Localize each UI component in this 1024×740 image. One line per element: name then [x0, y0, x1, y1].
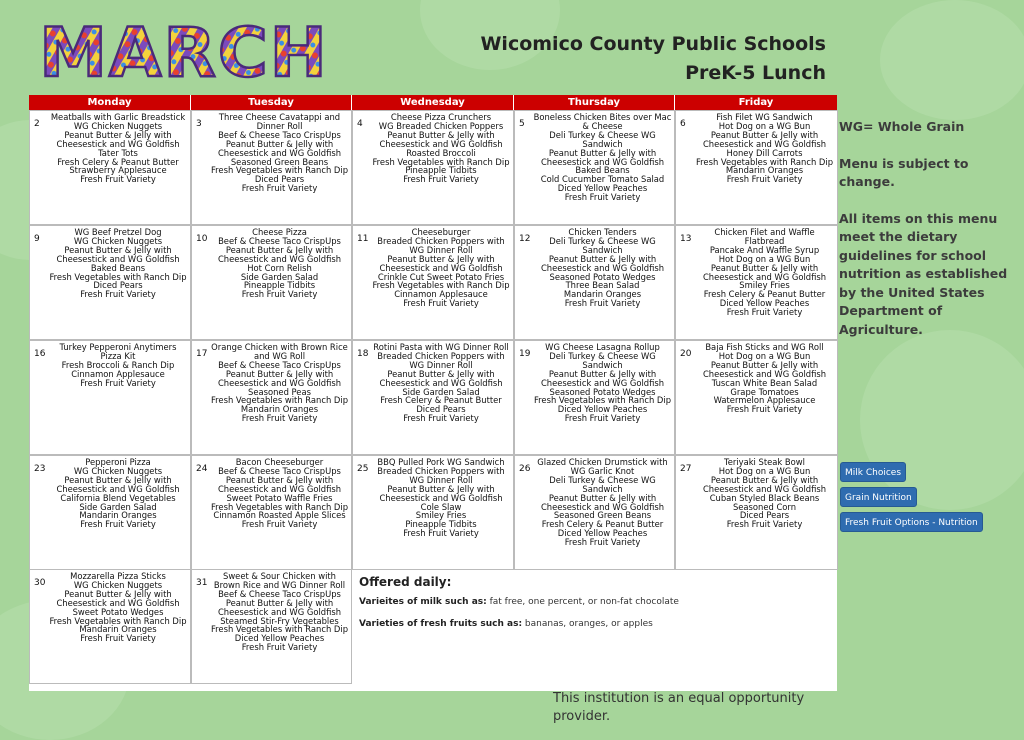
- menu-items: [371, 113, 511, 184]
- menu-item: Diced Yellow Peaches: [557, 528, 648, 539]
- menu-items: [210, 458, 349, 529]
- day-number: 9: [34, 234, 40, 244]
- menu-items: [371, 458, 511, 538]
- menu-item: Boneless Chicken Bites over Mac & Cheese: [533, 112, 672, 131]
- menu-item: Peanut Butter & Jelly with Cheesestick and WG Goldfish: [217, 597, 342, 617]
- menu-item: Peanut Butter & Jelly with Cheesestick and WG Goldfish: [379, 483, 503, 503]
- menu-item: Watermelon Applesauce: [713, 395, 816, 406]
- day-cell: [191, 455, 352, 570]
- offered-daily-box: [351, 569, 837, 691]
- grain-nutrition-button[interactable]: Grain Nutrition: [840, 487, 917, 507]
- day-cell: [352, 225, 514, 340]
- menu-item: Seasoned Green Beans: [553, 510, 652, 521]
- menu-item: Beef & Cheese Taco CrispUps: [218, 588, 341, 599]
- menu-item: Fresh Fruit Variety: [80, 633, 156, 644]
- menu-item: Mandarin Oranges: [240, 404, 319, 415]
- menu-item: Peanut Butter & Jelly with Cheesestick and WG Goldfish: [702, 129, 827, 149]
- day-number: 17: [196, 349, 208, 359]
- day-number: 3: [196, 119, 202, 129]
- menu-item: Chicken Tenders: [568, 227, 637, 237]
- menu-item: Mandarin Oranges: [725, 165, 804, 176]
- menu-item: Peanut Butter & Jelly with Cheesestick and WG Goldfish: [56, 129, 180, 149]
- menu-item: Fresh Vegetables with Ranch Dip: [210, 624, 349, 635]
- menu-item: Fresh Vegetables with Ranch Dip: [210, 501, 349, 512]
- day-number: 23: [34, 464, 46, 474]
- menu-item: Fresh Fruit Variety: [403, 413, 479, 424]
- menu-item: Peanut Butter & Jelly with Cheesestick and WG Goldfish: [540, 253, 665, 273]
- menu-item: Cinnamon Applesauce: [71, 368, 165, 379]
- menu-item: Hot Dog on a WG Bun: [718, 253, 811, 264]
- menu-item: Fresh Fruit Variety: [80, 174, 156, 185]
- day-cell: [29, 340, 191, 455]
- menu-item: Fresh Celery & Peanut Butter: [57, 156, 179, 167]
- day-cell: [29, 110, 191, 225]
- menu-item: Pineapple Tidbits: [405, 519, 477, 530]
- day-number: 30: [34, 578, 46, 588]
- day-header-thursday: Thursday: [514, 95, 674, 110]
- day-cell: [191, 340, 352, 455]
- menu-item: Pineapple Tidbits: [405, 165, 477, 176]
- menu-item: Fresh Fruit Variety: [80, 289, 156, 300]
- day-number: 2: [34, 119, 40, 129]
- day-number: 12: [519, 234, 531, 244]
- menu-item: Peanut Butter & Jelly with Cheesestick and WG Goldfish: [217, 244, 342, 264]
- menu-item: Deli Turkey & Cheese WG Sandwich: [549, 129, 656, 149]
- day-number: 31: [196, 578, 208, 588]
- day-cell: [29, 455, 191, 570]
- menu-item: Cuban Styled Black Beans: [709, 492, 820, 503]
- equal-opportunity-statement: This institution is an equal opportunity provider.: [553, 691, 805, 724]
- menu-item: Three Cheese Cavatappi and Dinner Roll: [218, 112, 341, 131]
- menu-item: Sweet & Sour Chicken with Brown Rice and WG Dinner Roll: [213, 571, 346, 590]
- menu-item: Diced Yellow Peaches: [557, 404, 648, 415]
- menu-item: Beef & Cheese Taco CrispUps: [218, 235, 341, 246]
- menu-item: Hot Corn Relish: [247, 262, 312, 273]
- logo-text: MARCH: [39, 18, 329, 84]
- menu-item: Baked Beans: [90, 262, 146, 273]
- fruit-offer: [359, 617, 829, 631]
- milk-offer: [359, 595, 829, 609]
- menu-item: Orange Chicken with Brown Rice and WG Roll: [211, 342, 348, 361]
- menu-item: Rotini Pasta with WG Dinner Roll: [373, 342, 509, 352]
- menu-item: Hot Dog on a WG Bun: [718, 465, 811, 476]
- menu-item: Seasoned Peas: [248, 386, 311, 397]
- menu-items: [48, 228, 188, 299]
- menu-item: Breaded Chicken Poppers with WG Dinner Roll: [377, 465, 505, 485]
- day-cell: [675, 340, 838, 455]
- menu-item: Fresh Vegetables with Ranch Dip: [695, 156, 834, 167]
- menu-item: Seasoned Corn: [732, 501, 797, 512]
- day-cell: [675, 225, 838, 340]
- menu-item: Seasoned Potato Wedges: [549, 386, 656, 397]
- menu-items: [371, 228, 511, 308]
- menu-item: Mandarin Oranges: [563, 289, 642, 300]
- menu-item: Peanut Butter & Jelly with Cheesestick and WG Goldfish: [540, 368, 665, 388]
- menu-item: Glazed Chicken Drumstick with WG Garlic Knot: [537, 457, 668, 476]
- menu-item: Fresh Fruit Variety: [403, 298, 479, 309]
- day-number: 25: [357, 464, 369, 474]
- menu-item: Honey Dill Carrots: [726, 147, 803, 158]
- menu-item: Fresh Celery & Peanut Butter: [541, 519, 664, 530]
- menu-item: Diced Pears: [93, 280, 143, 291]
- menu-item: Fresh Fruit Variety: [403, 528, 479, 539]
- menu-item: WG Chicken Nuggets: [73, 465, 163, 476]
- menu-item: Pineapple Tidbits: [243, 280, 316, 291]
- menu-item: Side Garden Salad: [79, 501, 157, 512]
- menu-item: Fresh Fruit Variety: [726, 307, 803, 318]
- day-cell: [191, 110, 352, 225]
- menu-item: Breaded Chicken Poppers with WG Dinner Roll: [377, 235, 505, 255]
- menu-item: California Blend Vegetables: [60, 492, 176, 503]
- menu-item: Fresh Vegetables with Ranch Dip: [533, 395, 672, 406]
- menu-item: Peanut Butter & Jelly with Cheesestick and WG Goldfish: [56, 588, 180, 608]
- school-header: [480, 30, 826, 88]
- menu-item: Diced Pears: [254, 174, 305, 185]
- milk-choices-button[interactable]: Milk Choices: [840, 462, 906, 482]
- menu-item: Peanut Butter & Jelly with Cheesestick and WG Goldfish: [217, 138, 342, 158]
- menu-item: Teriyaki Steak Bowl: [724, 457, 805, 467]
- menu-item: Cold Cucumber Tomato Salad: [540, 174, 665, 185]
- day-header-monday: Monday: [29, 95, 190, 110]
- menu-item: WG Chicken Nuggets: [73, 235, 163, 246]
- menu-item: Cinnamon Applesauce: [394, 289, 488, 300]
- day-number: 6: [680, 119, 686, 129]
- menu-item: Beef & Cheese Taco CrispUps: [218, 465, 341, 476]
- menu-items: [210, 228, 349, 299]
- school-name: Wicomico County Public Schools: [480, 33, 826, 55]
- menu-item: Peanut Butter & Jelly with Cheesestick and WG Goldfish: [540, 147, 665, 167]
- menu-item: Fresh Fruit Variety: [726, 404, 803, 415]
- menu-items: [694, 458, 835, 529]
- menu-item: Cheeseburger: [411, 227, 471, 237]
- menu-item: Fresh Fruit Variety: [80, 377, 156, 388]
- menu-item: Beef & Cheese Taco CrispUps: [218, 359, 341, 370]
- menu-item: Cheese Pizza Crunchers: [390, 112, 492, 122]
- menu-item: Hot Dog on a WG Bun: [718, 120, 811, 131]
- lunch-calendar: [29, 95, 837, 691]
- day-number: 27: [680, 464, 692, 474]
- milk-offer-text: fat free, one percent, or non-fat chocolate: [486, 597, 679, 607]
- menu-item: Fresh Vegetables with Ranch Dip: [372, 280, 510, 291]
- day-cell: [191, 225, 352, 340]
- menu-item: Fresh Vegetables with Ranch Dip: [210, 395, 349, 406]
- menu-items: [694, 228, 835, 317]
- menu-item: Fresh Vegetables with Ranch Dip: [49, 615, 187, 626]
- day-cell: [352, 110, 514, 225]
- menu-item: Fresh Fruit Variety: [403, 174, 479, 185]
- menu-item: Grape Tomatoes: [730, 386, 799, 397]
- menu-items: [210, 113, 349, 193]
- menu-item: Diced Yellow Peaches: [234, 633, 325, 644]
- menu-item: Deli Turkey & Cheese WG Sandwich: [549, 350, 656, 370]
- fresh-fruit-nutrition-button[interactable]: Fresh Fruit Options - Nutrition: [840, 512, 983, 532]
- menu-item: Peanut Butter & Jelly with Cheesestick and WG Goldfish: [56, 244, 180, 264]
- menu-item: Sweet Potato Waffle Fries: [226, 492, 333, 503]
- offered-title: Offered daily:: [359, 575, 452, 589]
- menu-item: Chicken Filet and Waffle Flatbread: [714, 227, 815, 246]
- sidebar-notes: [839, 118, 1009, 357]
- day-number: 10: [196, 234, 208, 244]
- menu-item: BBQ Pulled Pork WG Sandwich: [377, 457, 505, 467]
- day-number: 26: [519, 464, 531, 474]
- menu-item: Peanut Butter & Jelly with Cheesestick and WG Goldfish: [379, 129, 503, 149]
- menu-items: [533, 113, 672, 202]
- day-number: 24: [196, 464, 208, 474]
- fruit-offer-label: Varieties of fresh fruits such as:: [359, 619, 523, 629]
- day-number: 4: [357, 119, 363, 129]
- menu-item: WG Chicken Nuggets: [73, 120, 163, 131]
- menu-item: Baja Fish Sticks and WG Roll: [705, 342, 824, 352]
- menu-item: Tuscan White Bean Salad: [711, 377, 818, 388]
- menu-item: Steamed Stir-Fry Vegetables: [220, 615, 339, 626]
- day-number: 16: [34, 349, 46, 359]
- menu-item: Sweet Potato Wedges: [72, 606, 164, 617]
- day-number: 19: [519, 349, 531, 359]
- day-cell: [514, 455, 675, 570]
- menu-item: Bacon Cheeseburger: [235, 457, 324, 467]
- day-cell: [514, 225, 675, 340]
- day-number: 18: [357, 349, 369, 359]
- background-clover: [880, 0, 1024, 120]
- menu-items: [371, 343, 511, 423]
- menu-item: Deli Turkey & Cheese WG Sandwich: [549, 235, 656, 255]
- menu-item: Peanut Butter & Jelly with Cheesestick and WG Goldfish: [379, 368, 503, 388]
- menu-item: Smiley Fries: [739, 280, 790, 291]
- menu-items: [210, 343, 349, 423]
- menu-item: Peanut Butter & Jelly with Cheesestick and WG Goldfish: [702, 359, 827, 379]
- menu-items: [533, 458, 672, 547]
- menu-item: Fresh Fruit Variety: [726, 519, 803, 530]
- menu-item: Peanut Butter & Jelly with Cheesestick and WG Goldfish: [702, 474, 827, 494]
- menu-item: Seasoned Potato Wedges: [549, 271, 656, 282]
- change-note: Menu is subject to change.: [839, 155, 969, 189]
- menu-item: Fresh Fruit Variety: [726, 174, 803, 185]
- menu-item: Diced Pears: [739, 510, 790, 521]
- day-cell: [352, 455, 514, 570]
- menu-item: Mozzarella Pizza Sticks: [70, 571, 166, 581]
- menu-item: WG Breaded Chicken Poppers: [378, 120, 504, 131]
- day-number: 20: [680, 349, 692, 359]
- menu-item: Baked Beans: [575, 165, 630, 176]
- menu-item: WG Cheese Lasagna Rollup: [545, 342, 660, 352]
- menu-item: Fresh Vegetables with Ranch Dip: [49, 271, 187, 282]
- guidelines-note: All items on this menu meet the dietary guidelines for school nutrition as established by the United States Department of Agriculture.: [839, 210, 1008, 337]
- day-cell: [29, 569, 191, 684]
- menu-items: [694, 343, 835, 414]
- menu-items: [48, 572, 188, 643]
- menu-item: Three Bean Salad: [565, 280, 640, 291]
- menu-item: Fresh Fruit Variety: [564, 413, 641, 424]
- menu-item: Pancake And Waffle Syrup: [709, 244, 820, 255]
- menu-item: Side Garden Salad: [240, 271, 319, 282]
- day-number: 11: [357, 234, 369, 244]
- menu-item: Turkey Pepperoni Anytimers Pizza Kit: [59, 342, 177, 361]
- menu-item: Peanut Butter & Jelly with Cheesestick and WG Goldfish: [702, 262, 827, 282]
- menu-item: Deli Turkey & Cheese WG Sandwich: [549, 474, 656, 494]
- menu-item: Fresh Fruit Variety: [241, 642, 318, 653]
- menu-item: Fresh Celery & Peanut Butter: [703, 289, 826, 300]
- menu-item: Smiley Fries: [415, 510, 467, 521]
- menu-item: Fresh Vegetables with Ranch Dip: [210, 165, 349, 176]
- menu-item: Meatballs with Garlic Breadstick: [50, 112, 186, 122]
- menu-item: Fresh Fruit Variety: [564, 298, 641, 309]
- day-cell: [29, 225, 191, 340]
- menu-items: [694, 113, 835, 184]
- menu-items: [533, 343, 672, 423]
- menu-item: Fresh Fruit Variety: [80, 519, 156, 530]
- day-cell: [675, 110, 838, 225]
- menu-item: Peanut Butter & Jelly with Cheesestick and WG Goldfish: [379, 253, 503, 273]
- menu-item: Diced Yellow Peaches: [557, 183, 648, 194]
- menu-item: Diced Pears: [416, 404, 466, 415]
- menu-item: Side Garden Salad: [402, 386, 480, 397]
- menu-item: Cole Slaw: [420, 501, 462, 512]
- day-header-wednesday: Wednesday: [352, 95, 513, 110]
- menu-item: Cinnamon Roasted Apple Slices: [213, 510, 346, 521]
- menu-items: [48, 343, 188, 388]
- menu-item: Fresh Fruit Variety: [564, 537, 641, 548]
- milk-offer-label: Varieites of milk such as:: [359, 597, 487, 607]
- menu-item: Strawberry Applesauce: [69, 165, 167, 176]
- menu-item: Fresh Fruit Variety: [241, 183, 318, 194]
- wg-note: WG= Whole Grain: [839, 119, 965, 134]
- day-cell: [514, 110, 675, 225]
- menu-item: Fish Filet WG Sandwich: [716, 112, 813, 122]
- menu-item: Fresh Fruit Variety: [564, 192, 641, 203]
- menu-item: WG Chicken Nuggets: [73, 579, 163, 590]
- fruit-offer-text: bananas, oranges, or apples: [522, 619, 653, 629]
- menu-item: Fresh Fruit Variety: [241, 519, 318, 530]
- menu-item: Diced Yellow Peaches: [719, 298, 810, 309]
- background-clover: [860, 330, 1024, 510]
- day-number: 5: [519, 119, 525, 129]
- menu-item: Fresh Fruit Variety: [241, 413, 318, 424]
- menu-item: Pepperoni Pizza: [85, 457, 151, 467]
- menu-items: [533, 228, 672, 308]
- menu-item: Hot Dog on a WG Bun: [718, 350, 811, 361]
- menu-items: [48, 458, 188, 529]
- menu-item: Peanut Butter & Jelly with Cheesestick and WG Goldfish: [217, 368, 342, 388]
- menu-item: Mandarin Oranges: [79, 510, 157, 521]
- menu-item: Breaded Chicken Poppers with WG Dinner Roll: [377, 350, 505, 370]
- day-cell: [514, 340, 675, 455]
- menu-item: Fresh Broccoli & Ranch Dip: [61, 359, 175, 370]
- menu-item: Fresh Celery & Peanut Butter: [380, 395, 502, 406]
- menu-item: Peanut Butter & Jelly with Cheesestick and WG Goldfish: [56, 474, 180, 494]
- day-number: 13: [680, 234, 692, 244]
- menu-item: WG Beef Pretzel Dog: [74, 227, 162, 237]
- day-cell: [675, 455, 838, 570]
- menu-item: Crinkle Cut Sweet Potato Fries: [377, 271, 505, 282]
- day-cell: [191, 569, 352, 684]
- menu-item: Roasted Broccoli: [406, 147, 476, 158]
- menu-item: Cheese Pizza: [252, 227, 307, 237]
- menu-item: Fresh Vegetables with Ranch Dip: [372, 156, 510, 167]
- day-header-tuesday: Tuesday: [191, 95, 351, 110]
- menu-item: Peanut Butter & Jelly with Cheesestick and WG Goldfish: [217, 474, 342, 494]
- menu-item: Fresh Fruit Variety: [241, 289, 318, 300]
- menu-item: Peanut Butter & Jelly with Cheesestick and WG Goldfish: [540, 492, 665, 512]
- menu-items: [48, 113, 188, 184]
- menu-item: Beef & Cheese Taco CrispUps: [218, 129, 341, 140]
- march-logo: [34, 18, 334, 84]
- day-cell: [352, 340, 514, 455]
- menu-items: [210, 572, 349, 652]
- menu-item: Tater Tots: [98, 147, 138, 158]
- day-header-friday: Friday: [675, 95, 837, 110]
- menu-item: Mandarin Oranges: [79, 624, 157, 635]
- menu-item: Seasoned Green Beans: [230, 156, 329, 167]
- menu-title: PreK-5 Lunch: [685, 62, 826, 84]
